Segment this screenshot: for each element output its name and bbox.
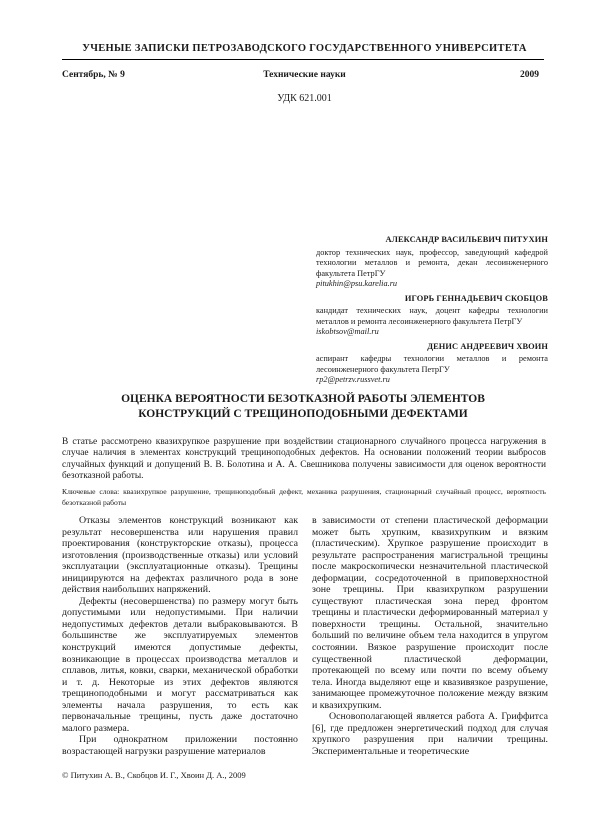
body-paragraph: Отказы элементов конструкций возникают как результат несовершенства или нарушения правил проектирования (конструкторские отказы), процесса изготовления (производственные отказы) или условий эксплуатации (эксплуатационные отказы). Трещины инициируются на дефектах различного рода в зоне действия наибольших напряжений.	[62, 515, 298, 596]
author-entry	[316, 235, 548, 290]
author-email[interactable]: rp2@petrzv.russvet.ru	[316, 375, 390, 384]
author-entry	[316, 342, 548, 386]
body-column-left	[62, 515, 298, 757]
author-name: ИГОРЬ ГЕННАДЬЕВИЧ СКОБЦОВ	[404, 293, 548, 303]
body-paragraph: Основополагающей является работа А. Гриффитса [6], где предложен энергетический подход для случая хрупкого разрушения при наличии трещины. Экспериментальные и теоретические	[312, 711, 548, 757]
author-email[interactable]: pitukhin@psu.karelia.ru	[316, 279, 398, 288]
copyright-footnote: © Питухин А. В., Скобцов И. Г., Хвоин Д. А., 2009	[62, 770, 246, 780]
author-name: ДЕНИС АНДРЕЕВИЧ ХВОИН	[427, 341, 548, 351]
keywords: Ключевые слова: квазихрупкое разрушение, трещиноподобный дефект, механика разрушения, стационарный случайный процесс, вероятность безотказной работы	[62, 487, 546, 507]
issue-year: 2009	[520, 70, 539, 80]
author-affiliation: аспирант кафедры технологии металлов и ремонта лесоинженерного факультета ПетрГУ	[316, 354, 548, 374]
journal-title: УЧЕНЫЕ ЗАПИСКИ ПЕТРОЗАВОДСКОГО ГОСУДАРСТВЕННОГО УНИВЕРСИТЕТА	[82, 43, 527, 54]
abstract: В статье рассмотрено квазихрупкое разрушение при воздействии стационарного случайного процесса нагружения в случае наличия в элементах конструкций трещиноподобных дефектов. На основании положений теории выбросов случайных функций и допущений В. В. Болотина и А. А. Свешникова получены зависимости для оценок вероятности безотказной работы.	[62, 437, 546, 481]
journal-section: Технические науки	[263, 70, 346, 80]
body-paragraph: в зависимости от степени пластической деформации может быть хрупким, квазихрупким и вязким (пластическим). Хрупкое разрушение происходит в результате распространения магистральной трещины после макроскопически незначительной пластической деформации, сосредоточенной в приповерхностной зоне трещины. При квазихрупком разрушении существуют пластическая зона перед фронтом трещины и пластически деформированный материал у поверхности трещины. Остальной, значительно больший по величине объем тела находится в упругом состоянии. Вязкое разрушение происходит после существенной пластической деформации, протекающей по всему или почти по всему объему тела. Иногда выделяют еще и квазивязкое разрушение, занимающее промежуточное положение между вязким и квазихрупким.	[312, 515, 548, 711]
body-column-right	[312, 515, 548, 757]
article-title	[62, 392, 544, 422]
header-rule	[62, 59, 544, 60]
author-entry	[316, 294, 548, 338]
author-block	[316, 235, 548, 390]
udk-code: УДК 621.001	[277, 93, 332, 104]
issue-month: Сентябрь, № 9	[62, 70, 125, 80]
article-title-line-2: КОНСТРУКЦИЙ С ТРЕЩИНОПОДОБНЫМИ ДЕФЕКТАМИ	[138, 408, 468, 420]
author-name: АЛЕКСАНДР ВАСИЛЬЕВИЧ ПИТУХИН	[385, 235, 548, 244]
author-affiliation: доктор технических наук, профессор, заведующий кафедрой технологии металлов и ремонта, декан лесоинженерного факультета ПетрГУ	[316, 247, 548, 278]
body-paragraph: Дефекты (несовершенства) по размеру могут быть допустимыми или недопустимыми. При наличии недопустимых дефектов детали выбраковываются. В большинстве же эксплуатируемых элементов конструкций имеются допустимые дефекты, возникающие в процессах производства металлов и сплавов, литья, ковки, сварки, механической обработки и т. д. Некоторые из этих дефектов являются трещиноподобными и могут рассматриваться как элементы начала разрушения, то есть как первоначальные трещины, пусть даже достаточно малого размера.	[62, 595, 298, 734]
author-affiliation: кандидат технических наук, доцент кафедры технологии металлов и ремонта лесоинженерного факультета ПетрГУ	[316, 306, 548, 326]
author-email[interactable]: iskobtsov@mail.ru	[316, 327, 379, 336]
article-title-line-1: ОЦЕНКА ВЕРОЯТНОСТИ БЕЗОТКАЗНОЙ РАБОТЫ ЭЛЕМЕНТОВ	[121, 393, 485, 405]
body-paragraph: При однократном приложении постоянно возрастающей нагрузки разрушение материалов	[62, 734, 298, 757]
